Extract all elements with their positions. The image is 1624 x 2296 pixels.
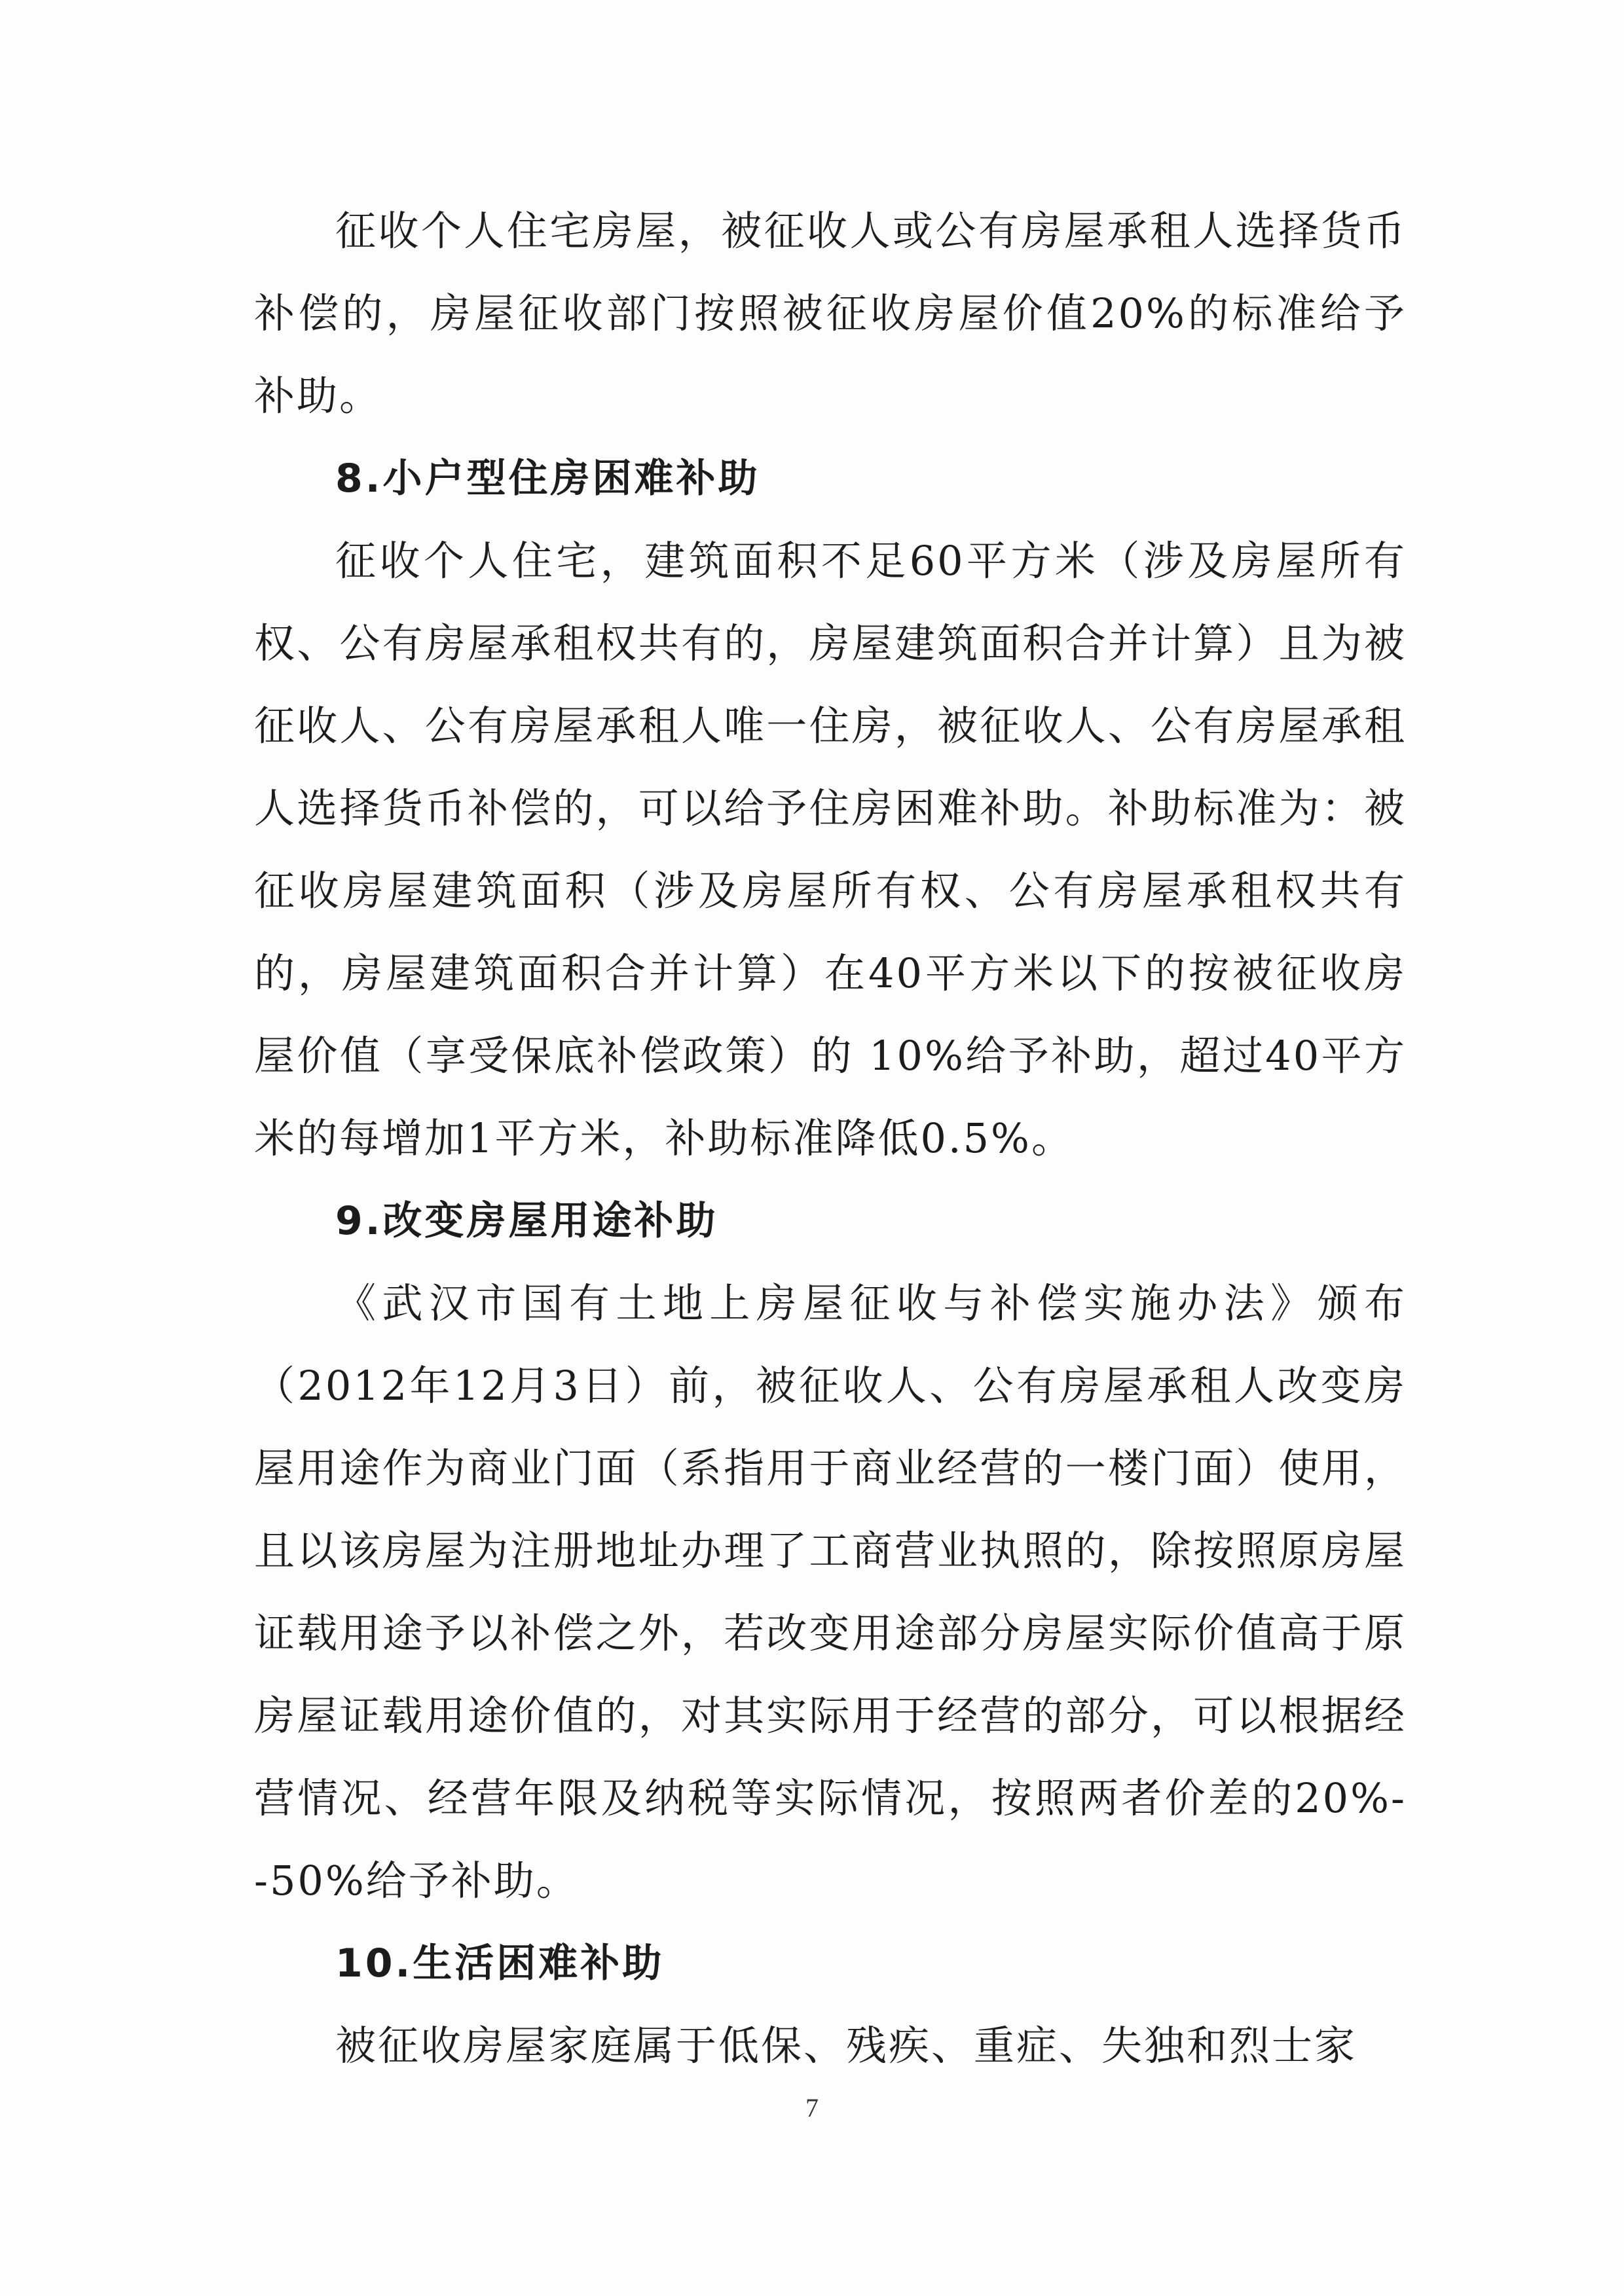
document-body: [254, 190, 1407, 2087]
paragraph-monetary-compensation-subsidy: 征收个人住宅房屋，被征收人或公有房屋承租人选择货币补偿的，房屋征收部门按照被征收房屋价值20%的标准给予补助。: [254, 207, 1407, 420]
paragraph-change-of-use-subsidy: 《武汉市国有土地上房屋征收与补偿实施办法》颁布（2012年12月3日）前，被征收人、公有房屋承租人改变房屋用途作为商业门面（系指用于商业经营的一楼门面）使用，且以该房屋为注册地址办理了工商营业执照的，除按照原房屋证载用途予以补偿之外，若改变用途部分房屋实际价值高于原房屋证载用途价值的，对其实际用于经营的部分，可以根据经营情况、经营年限及纳税等实际情况，按照两者价差的20%--50%给予补助。: [254, 1279, 1407, 1904]
section-heading-small-unit-housing-subsidy: 8.小户型住房困难补助: [335, 456, 760, 501]
paragraph-living-hardship-subsidy: 被征收房屋家庭属于低保、残疾、重症、失独和烈士家: [335, 2022, 1357, 2069]
paragraph-small-unit-housing-subsidy: 征收个人住宅，建筑面积不足60平方米（涉及房屋所有权、公有房屋承租权共有的，房屋建筑面积合并计算）且为被征收人、公有房屋承租人唯一住房，被征收人、公有房屋承租人选择货币补偿的，可以给予住房困难补助。补助标准为：被征收房屋建筑面积（涉及房屋所有权、公有房屋承租权共有的，房屋建筑面积合并计算）在40平方米以下的按被征收房屋价值（享受保底补偿政策）的 10%给予补助，超过40平方米的每增加1平方米，补助标准降低0.5%。: [254, 537, 1407, 1162]
page-number: 7: [805, 2093, 819, 2123]
section-heading-change-of-use-subsidy: 9.改变房屋用途补助: [335, 1198, 718, 1244]
section-heading-living-hardship-subsidy: 10.生活困难补助: [335, 1941, 665, 1986]
